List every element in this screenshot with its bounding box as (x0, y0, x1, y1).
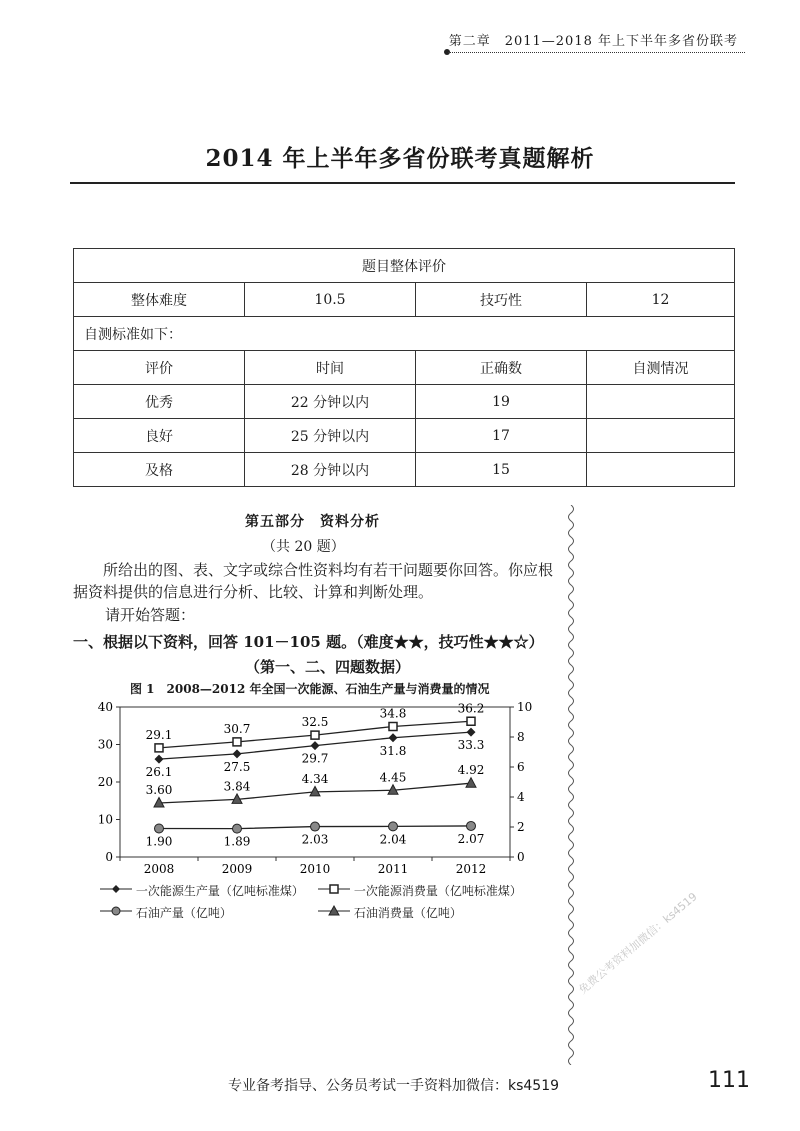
table-cell: 优秀 (74, 385, 245, 419)
section-count: （共 20 题） (262, 539, 345, 555)
circle-marker (389, 822, 398, 831)
legend-item-energy-consumption (318, 882, 522, 899)
table-cell: 15 (416, 453, 587, 487)
data-label: 3.60 (145, 783, 173, 797)
diamond-marker (389, 733, 398, 742)
diamond-marker-icon (100, 883, 132, 895)
data-label: 2.07 (457, 831, 485, 846)
diamond-marker (155, 755, 164, 764)
data-label: 36.2 (457, 701, 485, 716)
title-rule (70, 182, 735, 184)
table-cell: 17 (416, 419, 587, 453)
data-label: 34.8 (379, 706, 407, 721)
data-label: 2.04 (379, 832, 407, 847)
circle-marker-icon (100, 905, 132, 917)
table-cell: 28 分钟以内 (245, 453, 416, 487)
table-cell: 22 分钟以内 (245, 385, 416, 419)
right-tick-label: 10 (517, 700, 533, 714)
column-header: 评价 (74, 351, 245, 385)
square-marker-icon (318, 883, 350, 895)
legend-item-oil-production (100, 904, 232, 921)
data-note: （第一、二、四题数据） (245, 658, 411, 676)
circle-marker (311, 822, 320, 831)
square-marker (155, 744, 163, 752)
legend-label: 石油消费量（亿吨） (353, 906, 462, 920)
evaluation-table (73, 248, 735, 487)
data-label: 1.90 (145, 834, 173, 849)
square-marker (311, 731, 319, 739)
triangle-marker (466, 778, 476, 788)
margin-wavy-line (565, 505, 577, 1065)
standard-note: 自测标准如下： (74, 317, 735, 351)
table-cell: 及格 (74, 453, 245, 487)
left-tick-label: 0 (105, 850, 113, 864)
column-header: 自测情况 (587, 351, 735, 385)
left-tick-label: 40 (97, 700, 113, 714)
left-tick-label: 20 (97, 775, 113, 789)
data-label: 27.5 (223, 759, 251, 774)
footer-note: 专业备考指导、公务员考试一手资料加微信：ks4519 (228, 1078, 560, 1094)
data-label: 29.7 (301, 751, 329, 766)
table-header-row (74, 351, 735, 385)
table-row (74, 385, 735, 419)
difficulty-row (74, 283, 735, 317)
legend-label: 一次能源消费量（亿吨标准煤） (353, 884, 522, 898)
x-tick-label: 2012 (455, 862, 487, 876)
left-tick-label: 30 (97, 737, 113, 752)
legend-item-oil-consumption (318, 904, 462, 921)
legend-label: 石油产量（亿吨） (135, 906, 232, 920)
triangle-marker (310, 786, 320, 796)
table-caption: 题目整体评价 (74, 249, 735, 283)
square-marker (467, 717, 475, 725)
right-tick-label: 2 (517, 820, 525, 834)
data-label: 30.7 (223, 721, 251, 736)
data-label: 26.1 (145, 765, 173, 780)
difficulty-value: 10.5 (245, 283, 416, 317)
data-label: 2.03 (301, 832, 329, 847)
right-tick-label: 8 (517, 730, 525, 744)
column-header: 时间 (245, 351, 416, 385)
question-heading: 一、根据以下资料，回答 101－105 题。（难度★★，技巧性★★☆） (73, 633, 544, 651)
table-cell (587, 385, 735, 419)
difficulty-label: 整体难度 (74, 283, 245, 317)
square-marker (389, 723, 397, 731)
start-prompt: 请开始答题： (105, 606, 196, 624)
data-label: 4.45 (379, 770, 407, 785)
figure-title: 图 1 2008—2012 年全国一次能源、石油生产量与消费量的情况 (130, 682, 490, 696)
square-marker (233, 738, 241, 746)
section-title: 第五部分 资料分析 (245, 514, 380, 530)
diamond-marker (233, 749, 242, 758)
skill-label: 技巧性 (416, 283, 587, 317)
data-label: 4.92 (457, 763, 485, 778)
circle-marker (155, 824, 164, 833)
data-label: 4.34 (301, 771, 329, 786)
line-chart (85, 695, 545, 880)
table-row (74, 419, 735, 453)
data-label: 32.5 (301, 715, 329, 730)
page-title: 2014 年上半年多省份联考真题解析 (205, 145, 595, 172)
section-intro: 所给出的图、表、文字或综合性资料均有若干问题要你回答。你应根据资料提供的信息进行分析、比较、计算和判断处理。 (73, 561, 554, 601)
watermark: 免费公考资料加微信：ks4519 (576, 890, 700, 997)
legend-item-energy-production (100, 882, 304, 899)
data-label: 33.3 (457, 738, 485, 753)
x-tick-label: 2011 (377, 862, 409, 876)
triangle-marker-icon (318, 905, 350, 917)
table-row (74, 453, 735, 487)
running-header: 第二章 2011—2018 年上下半年多省份联考 (448, 34, 738, 49)
data-label: 31.8 (379, 743, 407, 758)
table-caption-row (74, 249, 735, 283)
diamond-marker (311, 741, 320, 750)
data-label: 3.84 (223, 779, 251, 794)
x-tick-label: 2009 (221, 862, 253, 876)
data-label: 1.89 (223, 834, 251, 849)
x-tick-label: 2008 (143, 862, 175, 876)
page-number: 111 (708, 1068, 750, 1093)
legend-label: 一次能源生产量（亿吨标准煤） (135, 884, 304, 898)
right-tick-label: 4 (517, 790, 525, 804)
x-tick-label: 2010 (299, 862, 331, 876)
table-cell: 25 分钟以内 (245, 419, 416, 453)
right-tick-label: 6 (517, 760, 525, 774)
table-cell: 19 (416, 385, 587, 419)
data-label: 29.1 (145, 727, 173, 742)
circle-marker (233, 824, 242, 833)
skill-value: 12 (587, 283, 735, 317)
column-header: 正确数 (416, 351, 587, 385)
left-tick-label: 10 (97, 812, 113, 827)
table-cell (587, 419, 735, 453)
right-tick-label: 0 (517, 850, 525, 864)
table-cell (587, 453, 735, 487)
header-rule (448, 52, 745, 53)
diamond-marker (467, 728, 476, 737)
table-cell: 良好 (74, 419, 245, 453)
standard-note-row (74, 317, 735, 351)
circle-marker (467, 821, 476, 830)
